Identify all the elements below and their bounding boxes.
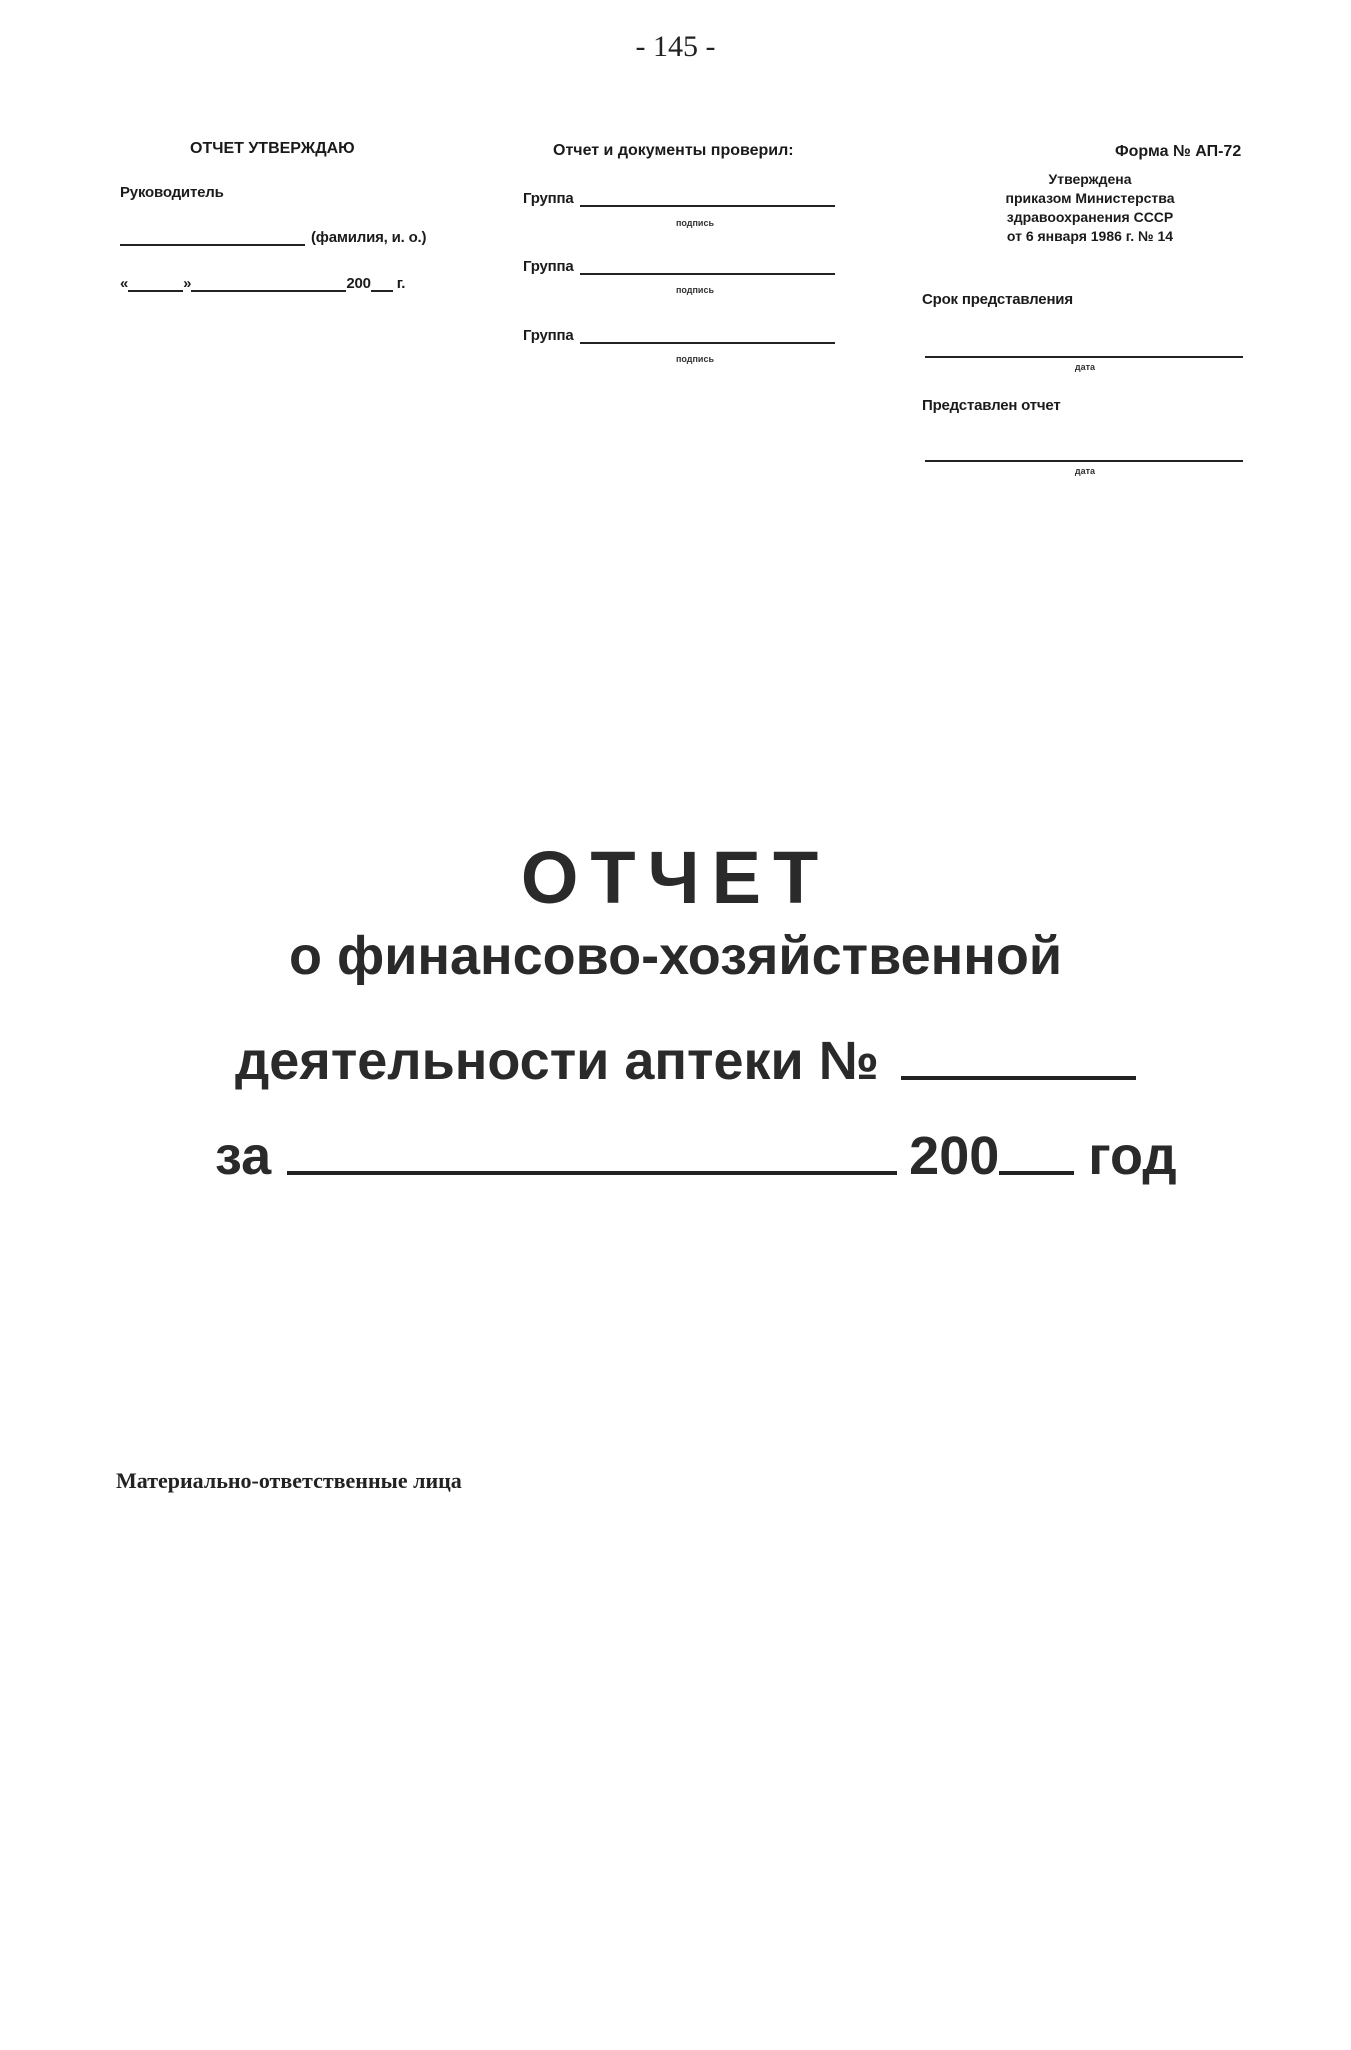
form-number: Форма № АП-72 — [1115, 143, 1242, 160]
group-label: Группа — [523, 190, 574, 207]
page-number: - 145 - — [635, 30, 716, 63]
group-label: Группа — [523, 258, 574, 275]
head-signature-row — [120, 229, 426, 246]
approval-line: здравоохранения СССР — [1006, 209, 1174, 225]
year-line[interactable] — [371, 290, 393, 292]
approval-title: ОТЧЕТ УТВЕРЖДАЮ — [190, 140, 355, 157]
group-signature-line[interactable] — [580, 205, 835, 207]
group-row-3 — [523, 327, 835, 344]
signature-hint: подпись — [675, 218, 715, 228]
check-title: Отчет и документы проверил: — [553, 142, 794, 159]
date-close-quote: » — [183, 275, 192, 292]
year-prefix: 200 — [909, 1126, 1000, 1186]
pharmacy-number-label: деятельности аптеки № — [235, 1031, 879, 1091]
group-signature-line[interactable] — [580, 342, 835, 344]
period-prefix: за — [215, 1126, 272, 1186]
group-signature-line[interactable] — [580, 273, 835, 275]
period-line[interactable] — [287, 1171, 897, 1175]
group-row-1 — [523, 190, 835, 207]
approval-note — [960, 170, 1220, 246]
signature-hint: подпись — [675, 285, 715, 295]
document-subtitle-line-3 — [215, 1125, 1177, 1187]
document-subtitle-line-1: о финансово-хозяйственной — [288, 926, 1063, 986]
year-suffix: год — [1088, 1126, 1177, 1186]
head-signature-line[interactable] — [120, 244, 305, 246]
signature-hint: подпись — [675, 354, 715, 364]
group-label: Группа — [523, 327, 574, 344]
approval-line: от 6 января 1986 г. № 14 — [1006, 228, 1174, 244]
group-row-2 — [523, 258, 835, 275]
document-subtitle-line-2 — [235, 1030, 1136, 1092]
head-label: Руководитель — [120, 184, 224, 201]
year-prefix: 200 — [346, 275, 371, 292]
approval-line: приказом Министерства — [1005, 190, 1175, 206]
deadline-label: Срок представления — [922, 291, 1073, 308]
month-line[interactable] — [191, 290, 346, 292]
day-line[interactable] — [128, 290, 183, 292]
pharmacy-number-line[interactable] — [901, 1076, 1136, 1080]
date-open-quote: « — [120, 275, 129, 292]
submitted-label: Представлен отчет — [922, 397, 1061, 414]
document-title: ОТЧЕТ — [520, 836, 831, 919]
submitted-date-line[interactable] — [925, 460, 1243, 462]
responsible-persons-label: Материально-ответственные лица — [116, 1468, 462, 1493]
approval-line: Утверждена — [1048, 171, 1132, 187]
approval-date-row — [120, 275, 405, 292]
date-hint: дата — [1074, 466, 1096, 476]
year-suffix: г. — [396, 275, 406, 292]
name-hint: (фамилия, и. о.) — [311, 229, 427, 246]
date-hint: дата — [1074, 362, 1096, 372]
year-line[interactable] — [999, 1171, 1074, 1175]
deadline-date-line[interactable] — [925, 356, 1243, 358]
